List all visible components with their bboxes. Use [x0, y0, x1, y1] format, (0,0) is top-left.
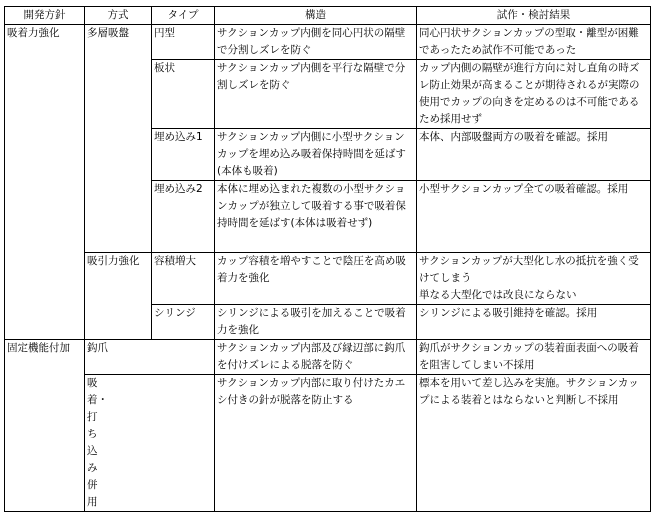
table-row	[5, 25, 651, 60]
cell-structure: サクションカップ内側を同心円状の隔壁で分割しズレを防ぐ	[215, 25, 417, 60]
development-table	[4, 6, 651, 512]
cell-type: 埋め込み2	[152, 181, 215, 253]
cell-type: 埋め込み1	[152, 129, 215, 181]
cell-structure: シリンジによる吸引を加えることで吸着力を強化	[215, 305, 417, 340]
cell-result: 標本を用いて差し込みを実施。サクションカップによる装着とはならないと判断し不採用	[417, 375, 651, 512]
header-row	[5, 7, 651, 25]
cell-result: 鈎爪がサクションカップの装着面表面への吸着を阻害してしまい不採用	[417, 340, 651, 375]
header-type: タイプ	[152, 7, 215, 25]
header-method: 方式	[85, 7, 152, 25]
cell-result: 小型サクションカップ全ての吸着確認。採用	[417, 181, 651, 253]
cell-structure: サクションカップ内部及び縁辺部に鈎爪を付けズレによる脱落を防ぐ	[215, 340, 417, 375]
cell-method: 吸着・打ち込み併用	[85, 375, 215, 512]
header-structure: 構造	[215, 7, 417, 25]
cell-policy: 吸着力強化	[5, 25, 85, 340]
cell-result: シリンジによる吸引維持を確認。採用	[417, 305, 651, 340]
cell-method: 鈎爪	[85, 340, 215, 375]
cell-method: 多層吸盤	[85, 25, 152, 253]
cell-structure: カップ容積を増やすことで陰圧を高め吸着力を強化	[215, 253, 417, 305]
cell-structure: サクションカップ内側に小型サクションカップを埋め込み吸着保持時間を延ばす(本体も吸着)	[215, 129, 417, 181]
cell-policy: 固定機能付加	[5, 340, 85, 512]
cell-type: 容積増大	[152, 253, 215, 305]
cell-structure: 本体に埋め込まれた複数の小型サクションカップが独立して吸着する事で吸着保持時間を延ばす(本体は吸着せず)	[215, 181, 417, 253]
cell-type: 円型	[152, 25, 215, 60]
header-result: 試作・検討結果	[417, 7, 651, 25]
cell-type: シリンジ	[152, 305, 215, 340]
table-row	[5, 340, 651, 375]
header-policy: 開発方針	[5, 7, 85, 25]
table-row	[5, 375, 651, 512]
cell-result: カップ内側の隔壁が進行方向に対し直角の時ズレ防止効果が高まることが期待されるが実際の使用でカップの向きを定めるのは不可能であるため採用せず	[417, 60, 651, 129]
cell-structure: サクションカップ内側を平行な隔壁で分割しズレを防ぐ	[215, 60, 417, 129]
cell-structure: サクションカップ内部に取り付けたカエシ付きの針が脱落を防止する	[215, 375, 417, 512]
cell-type: 板状	[152, 60, 215, 129]
cell-result: 同心円状サクションカップの型取・離型が困難であったため試作不可能であった	[417, 25, 651, 60]
table-row	[5, 253, 651, 305]
cell-method: 吸引力強化	[85, 253, 152, 340]
cell-result: 本体、内部吸盤両方の吸着を確認。採用	[417, 129, 651, 181]
cell-result: サクションカップが大型化し水の抵抗を強く受けてしまう 単なる大型化では改良にならない	[417, 253, 651, 305]
